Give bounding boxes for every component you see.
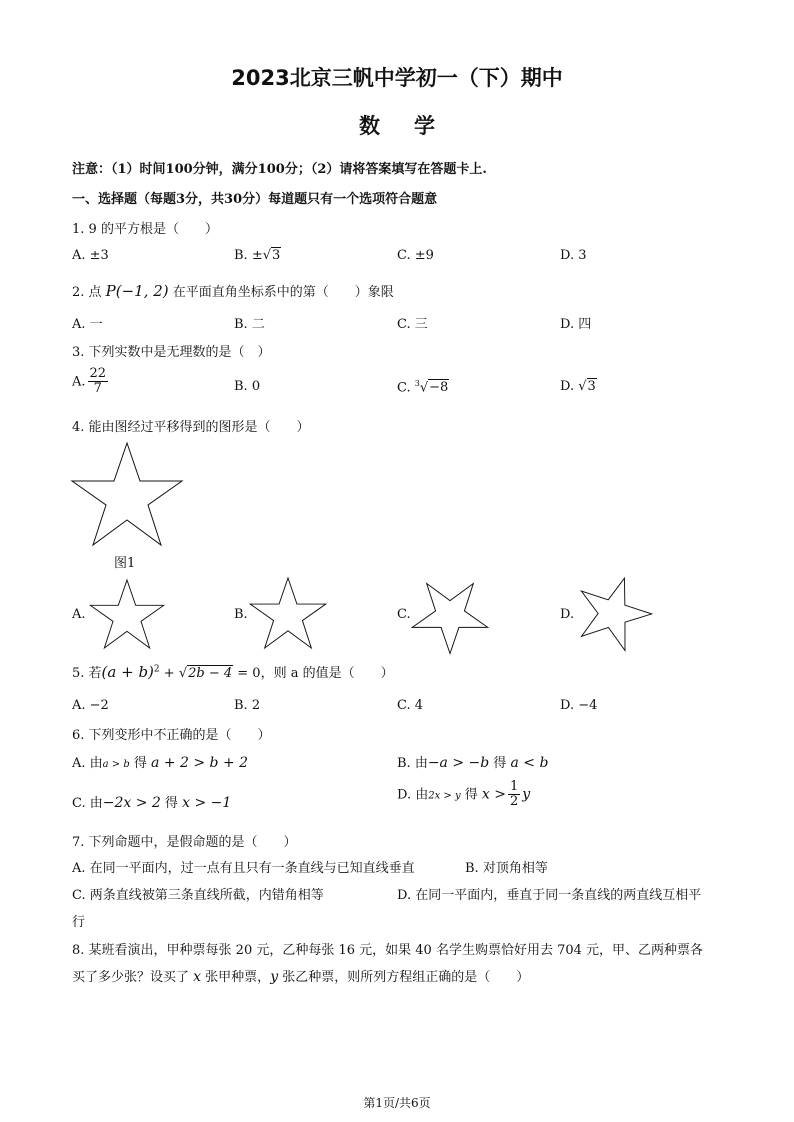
q4-option-d: D. — [560, 607, 575, 622]
q7-option-d-line2: 行 — [72, 915, 86, 930]
question-7-stem: 7. 下列命题中，是假命题的是（ ） — [72, 835, 297, 850]
q5-option-d: D. −4 — [560, 698, 598, 713]
question-8-line2: 买了多少张？设买了 x 张甲种票，y 张乙种票，则所列方程组正确的是（ ） — [72, 969, 530, 985]
q1-option-a: A. ±3 — [72, 248, 109, 263]
q7-option-c: C. 两条直线被第三条直线所截，内错角相等 — [72, 888, 324, 903]
question-4-stem: 4. 能由图经过平移得到的图形是（ ） — [72, 420, 310, 435]
q5-option-b: B. 2 — [234, 698, 261, 713]
q4-option-a: A. — [72, 607, 86, 622]
q2-option-b: B. 二 — [234, 317, 265, 332]
q2-option-c: C. 三 — [397, 317, 428, 332]
page-title: 2023北京三帆中学初一（下）期中 — [231, 66, 563, 90]
q3-option-a: A. $\frac{22}{7}$ — [72, 366, 107, 397]
q4-option-b-star — [250, 578, 326, 648]
figure-1-label: 图1 — [114, 556, 136, 571]
q5-option-c: C. 4 — [397, 698, 424, 713]
q6-option-a: A. 由a > b 得 a + 2 > b + 2 — [72, 755, 249, 771]
q7-option-b: B. 对顶角相等 — [465, 861, 548, 876]
figure-1-star — [72, 443, 182, 545]
q7-option-a: A. 在同一平面内，过一点有且只有一条直线与已知直线垂直 — [72, 861, 415, 876]
q6-option-c: C. 由−2x > 2 得 x > −1 — [72, 795, 232, 811]
q7-option-d-line1: D. 在同一平面内，垂直于同一条直线的两直线互相平 — [397, 888, 702, 903]
q1-option-d: D. 3 — [560, 248, 587, 263]
q1-option-c: C. ±9 — [397, 248, 434, 263]
q3-option-d: D. √3 — [560, 379, 596, 394]
q5-option-a: A. −2 — [72, 698, 109, 713]
q6-option-b: B. 由−a > −b 得 a < b — [397, 755, 549, 771]
page-footer: 第1页/共6页 — [363, 1096, 431, 1110]
q4-option-a-star — [90, 580, 164, 648]
q6-option-d: D. 由2x > y 得 x > $\frac{1}{2}$ y — [397, 779, 531, 810]
q4-option-b: B. — [234, 607, 248, 622]
q3-option-b: B. 0 — [234, 379, 261, 394]
q4-option-c: C. — [397, 607, 411, 622]
question-6-stem: 6. 下列变形中不正确的是（ ） — [72, 728, 271, 743]
q1-option-b: B. ±√3 — [234, 248, 281, 263]
question-3-stem: 3. 下列实数中是无理数的是（ ） — [72, 345, 271, 360]
q4-option-c-star — [412, 578, 488, 648]
question-2-stem: 2. 点 P(−1, 2) 在平面直角坐标系中的第（ ）象限 — [72, 282, 394, 300]
section-heading: 一、选择题（每题3分，共30分）每道题只有一个选项符合题意 — [72, 192, 438, 207]
question-8-line1: 8. 某班看演出，甲种票每张 20 元，乙种每张 16 元，如果 40 名学生购票恰好用去 704 元，甲、乙两种票各 — [72, 943, 704, 958]
subject-title: 数学 — [359, 114, 469, 138]
exam-note: 注意：（1）时间100分钟，满分100分；（2）请将答案填写在答题卡上. — [72, 162, 487, 177]
q3-option-c: C. $^3$√−8 — [397, 379, 449, 396]
q2-option-d: D. 四 — [560, 317, 592, 332]
question-5-stem: 5. 若$(a + b)^2 + √2b - 4 = 0$，则 a 的值是（ ） — [72, 663, 394, 681]
q4-option-d-star — [576, 576, 650, 648]
q2-option-a: A. 一 — [72, 317, 103, 332]
question-1-stem: 1. 9 的平方根是（ ） — [72, 222, 218, 237]
